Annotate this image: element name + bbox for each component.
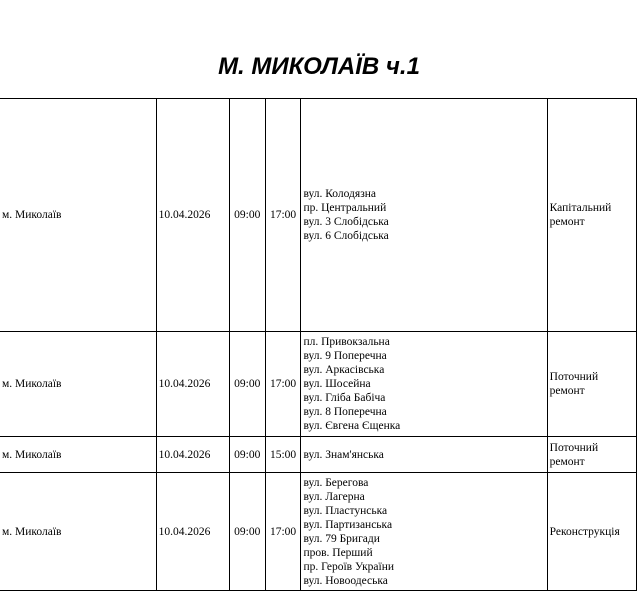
street-item: вул. 6 Слобідська — [303, 230, 389, 242]
date-cell: 10.04.2026 — [156, 99, 229, 332]
end-time-cell: 17:00 — [265, 473, 301, 591]
end-time-cell: 17:00 — [265, 332, 301, 437]
streets-cell — [301, 473, 547, 591]
street-item: вул. Аркасівська — [303, 364, 385, 376]
streets-cell — [301, 99, 547, 332]
work-type-cell: Поточний ремонт — [547, 332, 636, 437]
street-item: вул. Знам'янська — [303, 448, 384, 461]
street-item: пров. Перший — [303, 546, 373, 559]
start-time-cell: 09:00 — [229, 332, 265, 437]
street-item: вул. Шосейна — [303, 378, 371, 390]
streets-cell — [301, 332, 547, 437]
date-cell: 10.04.2026 — [156, 332, 229, 437]
street-item: пр. Центральний — [303, 202, 387, 214]
street-item: вул. Берегова — [303, 476, 369, 489]
start-time-cell: 09:00 — [229, 473, 265, 591]
street-item: вул. 8 Поперечна — [303, 406, 387, 418]
table-row — [0, 437, 637, 473]
street-item: пр. Героїв України — [303, 560, 395, 573]
street-item: вул. Новоодеська — [303, 574, 388, 587]
city-cell: м. Миколаїв — [0, 473, 156, 591]
start-time-cell: 09:00 — [229, 437, 265, 473]
outage-schedule-table — [0, 98, 637, 591]
street-item: вул. 79 Бригади — [303, 532, 380, 545]
date-cell: 10.04.2026 — [156, 473, 229, 591]
street-item: вул. Пластунська — [303, 504, 388, 517]
work-type-cell: Реконструкція — [547, 473, 636, 591]
streets-cell — [301, 437, 547, 473]
street-item: вул. Лагерна — [303, 490, 365, 503]
table-row — [0, 99, 637, 332]
table-row — [0, 332, 637, 437]
date-cell: 10.04.2026 — [156, 437, 229, 473]
city-cell: м. Миколаїв — [0, 437, 156, 473]
street-item: вул. Євгена Єщенка — [303, 420, 401, 432]
end-time-cell: 17:00 — [265, 99, 301, 332]
street-item: вул. 9 Поперечна — [303, 350, 387, 362]
city-cell: м. Миколаїв — [0, 99, 156, 332]
work-type-cell: Капітальний ремонт — [547, 99, 636, 332]
street-item: вул. 3 Слобідська — [303, 216, 389, 228]
page-title: М. МИКОЛАЇВ ч.1 — [218, 53, 420, 80]
street-item: вул. Гліба Бабіча — [303, 392, 386, 404]
street-item: пл. Привокзальна — [303, 336, 390, 348]
work-type-cell: Поточний ремонт — [547, 437, 636, 473]
street-item: вул. Партизанська — [303, 518, 393, 531]
start-time-cell: 09:00 — [229, 99, 265, 332]
city-cell: м. Миколаїв — [0, 332, 156, 437]
street-item: вул. Колодязна — [303, 188, 377, 200]
end-time-cell: 15:00 — [265, 437, 301, 473]
table-row — [0, 473, 637, 591]
